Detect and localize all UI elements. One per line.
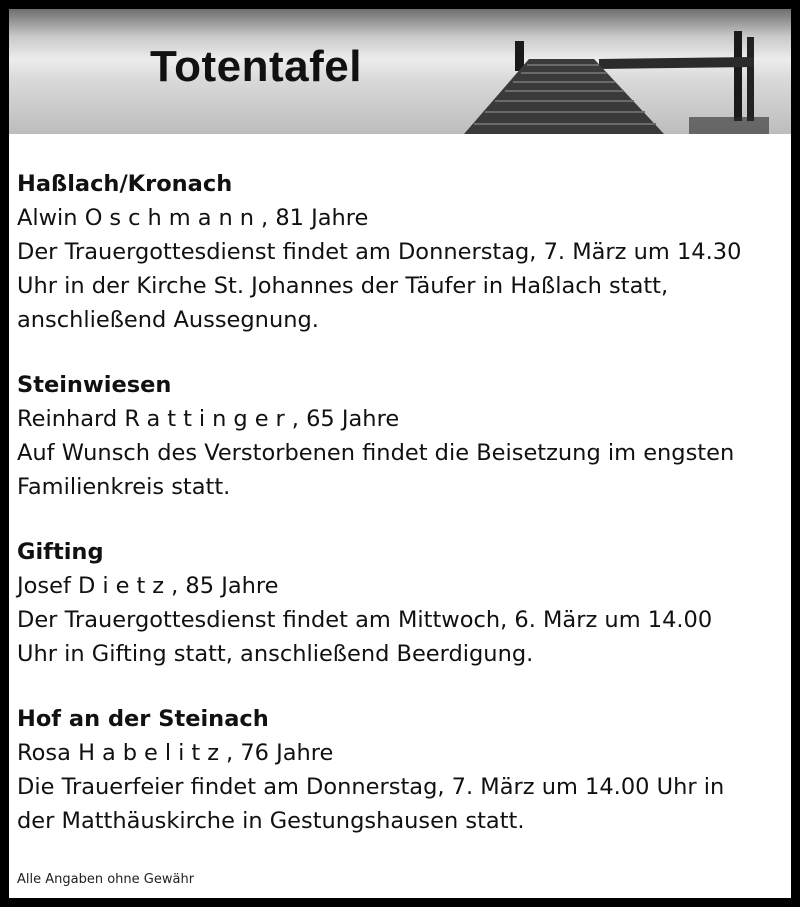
disclaimer-note: Alle Angaben ohne Gewähr (17, 872, 195, 887)
service-text-line: Die Trauerfeier findet am Donnerstag, 7. März um 14.00 Uhr in (17, 774, 725, 800)
service-text-line: Der Trauergottesdienst findet am Donnerstag, 7. März um 14.30 (17, 239, 742, 265)
obituary-entry (17, 702, 787, 838)
obituary-entry (17, 368, 787, 504)
surname: Rattinger (124, 406, 292, 432)
place-heading: Steinwiesen (17, 372, 172, 398)
service-text-line: Uhr in der Kirche St. Johannes der Täufer in Haßlach statt, (17, 273, 669, 299)
age: , 85 Jahre (171, 573, 279, 599)
obituary-list (17, 167, 787, 869)
age: , 76 Jahre (226, 740, 334, 766)
obituary-entry (17, 167, 787, 337)
header-banner (9, 9, 791, 134)
obituary-entry (17, 535, 787, 671)
service-text-line: Familienkreis statt. (17, 474, 231, 500)
surname: Dietz (78, 573, 172, 599)
service-text-line: Der Trauergottesdienst findet am Mittwoch, 6. März um 14.00 (17, 607, 713, 633)
service-text-line: der Matthäuskirche in Gestungshausen statt. (17, 808, 525, 834)
surname: Oschmann (84, 205, 262, 231)
service-text-line: Auf Wunsch des Verstorbenen findet die Beisetzung im engsten (17, 440, 735, 466)
first-name: Josef (17, 573, 71, 599)
deceased-line (17, 201, 787, 235)
service-text-line: anschließend Aussegnung. (17, 307, 319, 333)
first-name: Alwin (17, 205, 78, 231)
place-heading: Gifting (17, 539, 104, 565)
deceased-line (17, 402, 787, 436)
surname: Habelitz (78, 740, 227, 766)
age: , 81 Jahre (261, 205, 369, 231)
deceased-line (17, 736, 787, 770)
page-title: Totentafel (150, 42, 362, 91)
age: , 65 Jahre (291, 406, 400, 432)
place-heading: Hof an der Steinach (17, 706, 269, 732)
first-name: Rosa (17, 740, 71, 766)
first-name: Reinhard (17, 406, 118, 432)
jetty-photo (449, 9, 791, 134)
deceased-line (17, 569, 787, 603)
service-text-line: Uhr in Gifting statt, anschließend Beerdigung. (17, 641, 534, 667)
place-heading: Haßlach/Kronach (17, 171, 233, 197)
